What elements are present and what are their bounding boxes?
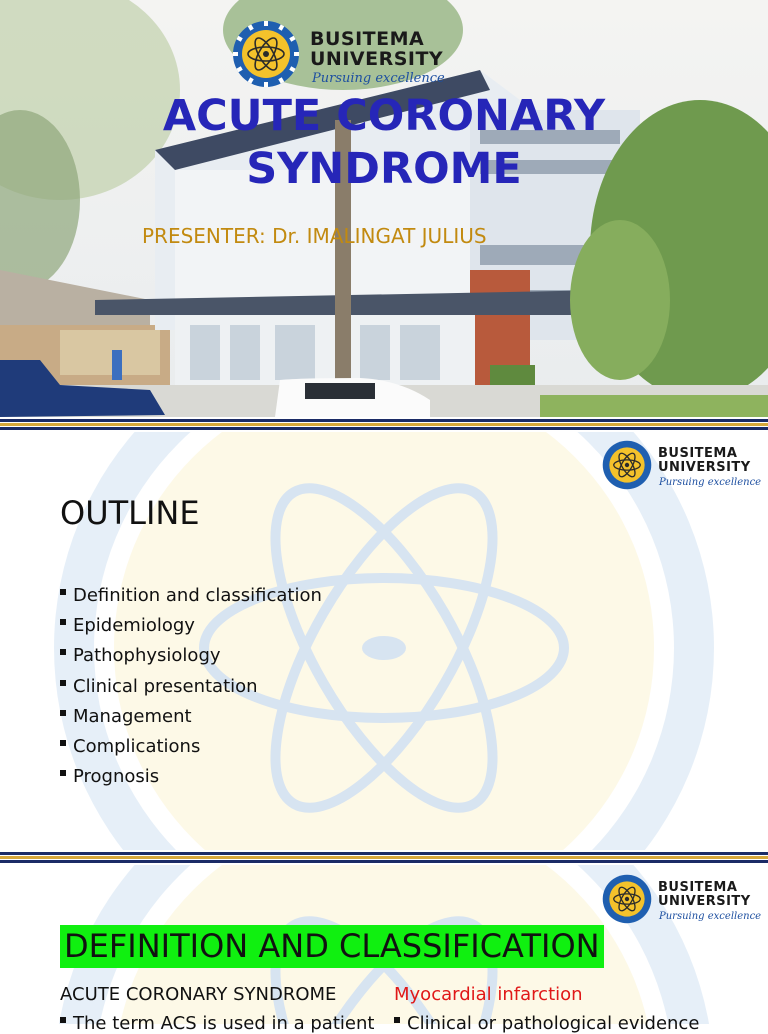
list-item: Pathophysiology [60, 643, 322, 673]
list-item: Epidemiology [60, 613, 322, 643]
list-item: Management [60, 704, 322, 734]
acs-column-heading: ACUTE CORONARY SYNDROME [60, 984, 337, 1005]
university-seal-icon [602, 440, 652, 490]
university-tagline: Pursuing excellence [659, 911, 762, 922]
bullet-square-icon [60, 680, 66, 686]
slide-separator [0, 417, 768, 432]
university-name-line1: BUSITEMA [310, 28, 425, 50]
university-seal-icon [232, 20, 300, 88]
outline-heading: OUTLINE [60, 494, 200, 532]
list-item: Prognosis [60, 764, 322, 794]
bullet-square-icon [394, 1017, 400, 1023]
university-name-line2: UNIVERSITY [310, 48, 444, 70]
list-item: Complications [60, 734, 322, 764]
mi-column-heading: Myocardial infarction [394, 984, 583, 1005]
slide-title-line2: SYNDROME [246, 144, 522, 194]
university-name-line2: UNIVERSITY [658, 460, 751, 475]
title-slide [0, 0, 768, 417]
university-tagline: Pursuing excellence [659, 477, 762, 488]
bullet-square-icon [60, 740, 66, 746]
definition-heading: DEFINITION AND CLASSIFICATION [60, 925, 604, 968]
university-logo [232, 20, 452, 92]
bullet-square-icon [60, 649, 66, 655]
university-name-line2: UNIVERSITY [658, 894, 751, 909]
acs-cut-line: The term ACS is used in a patient [60, 1013, 374, 1034]
presenter-text: PRESENTER: Dr. IMALINGAT JULIUS [142, 224, 487, 248]
outline-list [60, 583, 322, 794]
university-name-line1: BUSITEMA [658, 880, 738, 895]
mi-cut-line: Clinical or pathological evidence [394, 1013, 699, 1034]
bullet-square-icon [60, 770, 66, 776]
bullet-square-icon [60, 1017, 66, 1023]
list-item: Definition and classification [60, 583, 322, 613]
university-name-line1: BUSITEMA [658, 446, 738, 461]
university-tagline: Pursuing excellence [312, 71, 445, 86]
list-item: Clinical presentation [60, 674, 322, 704]
university-logo [602, 440, 762, 494]
bullet-square-icon [60, 619, 66, 625]
slide-separator [0, 850, 768, 865]
university-logo [602, 874, 762, 928]
university-seal-icon [602, 874, 652, 924]
bullet-square-icon [60, 589, 66, 595]
slide-title-line1: ACUTE CORONARY [162, 91, 606, 141]
bullet-square-icon [60, 710, 66, 716]
